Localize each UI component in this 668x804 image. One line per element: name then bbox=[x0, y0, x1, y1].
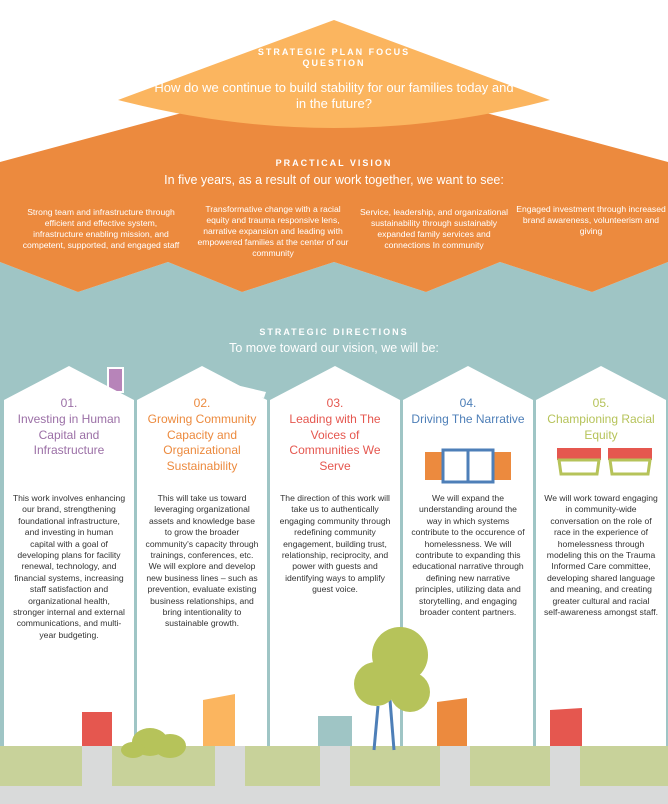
vision-item: Engaged investment through increased brand awareness, volunteerism and giving bbox=[516, 204, 666, 236]
strategic-directions-label: STRATEGIC DIRECTIONS bbox=[259, 327, 409, 337]
focus-label: STRATEGIC PLAN FOCUS QUESTION bbox=[257, 47, 411, 68]
vision-item: Transformative change with a racial equity and trauma responsive lens, narrative expansion and leading with empowered families at the center of our community bbox=[197, 204, 349, 258]
direction-number: 03. bbox=[326, 396, 344, 410]
red-building-2 bbox=[550, 708, 582, 746]
direction-number: 02. bbox=[193, 396, 211, 410]
road bbox=[0, 786, 668, 804]
direction-body: This work involves enhancing our brand, strengthening foundational infrastructure, and investing in human capital with a goal of developing plans for facility renewal, technology, and financial systems, increasing staff satisfaction and organizational health, stronger internal and external communications, and multi-year budgeting. bbox=[12, 493, 126, 640]
red-building bbox=[82, 712, 112, 746]
direction-body: We will expand the understanding around the way in which systems contribute to the occurence of homelessness. We will contribute to expanding this educational narrative through defining new narrative principles, utilizing data and storytelling, and engaging broader content partners. bbox=[411, 493, 525, 618]
direction-title: Leading with The Voices of Communities We Serve bbox=[289, 412, 381, 473]
orange-building-2 bbox=[437, 698, 467, 746]
strategic-directions-intro: To move toward our vision, we will be: bbox=[229, 341, 439, 355]
direction-title: Driving The Narrative bbox=[411, 412, 525, 426]
orange-building bbox=[203, 694, 235, 746]
direction-body: The direction of this work will take us to authentically engaging community through redefining community engagement, building trust, relationship, reciprocity, and power with guests and identifying ways to amplify guest voice. bbox=[279, 493, 391, 595]
direction-number: 01. bbox=[60, 396, 78, 410]
direction-title: Growing Community Capacity and Organizational Sustainability bbox=[147, 412, 257, 473]
direction-title: Championing Racial Equity bbox=[547, 412, 655, 442]
direction-number: 04. bbox=[459, 396, 477, 410]
vision-item: Service, leadership, and organizational sustainability through sustainably expanded family services and connections In community bbox=[359, 207, 509, 250]
focus-question: How do we continue to build stability for our families today and in the future? bbox=[154, 80, 514, 111]
direction-body: This will take us toward leveraging organizational assets and knowledge base to grow the broader community's capacity through trainings, conferences, etc. We will explore and develop new business lines – such as prevention, evaluate existing business relationships, and bring intentionality to sustainable growth. bbox=[145, 493, 259, 629]
direction-title: Investing in Human Capital and Infrastructure bbox=[17, 412, 121, 457]
vision-item: Strong team and infrastructure through efficient and effective system, infrastructure enabling mission, and competent, supported, and engaged staff bbox=[22, 207, 180, 250]
direction-body: We will work toward engaging in community-wide conversation on the role of race in the experience of homelessness through modeling this on the Trauma Informed Care committee, developing shared language and meaning, and creating greater cultural and racial self-awareness amongst staff. bbox=[544, 493, 659, 618]
window-icon bbox=[425, 450, 511, 482]
teal-building bbox=[318, 716, 352, 746]
practical-vision-label: PRACTICAL VISION bbox=[275, 158, 393, 168]
direction-number: 05. bbox=[592, 396, 610, 410]
practical-vision-intro: In five years, as a result of our work together, we want to see: bbox=[164, 173, 504, 187]
